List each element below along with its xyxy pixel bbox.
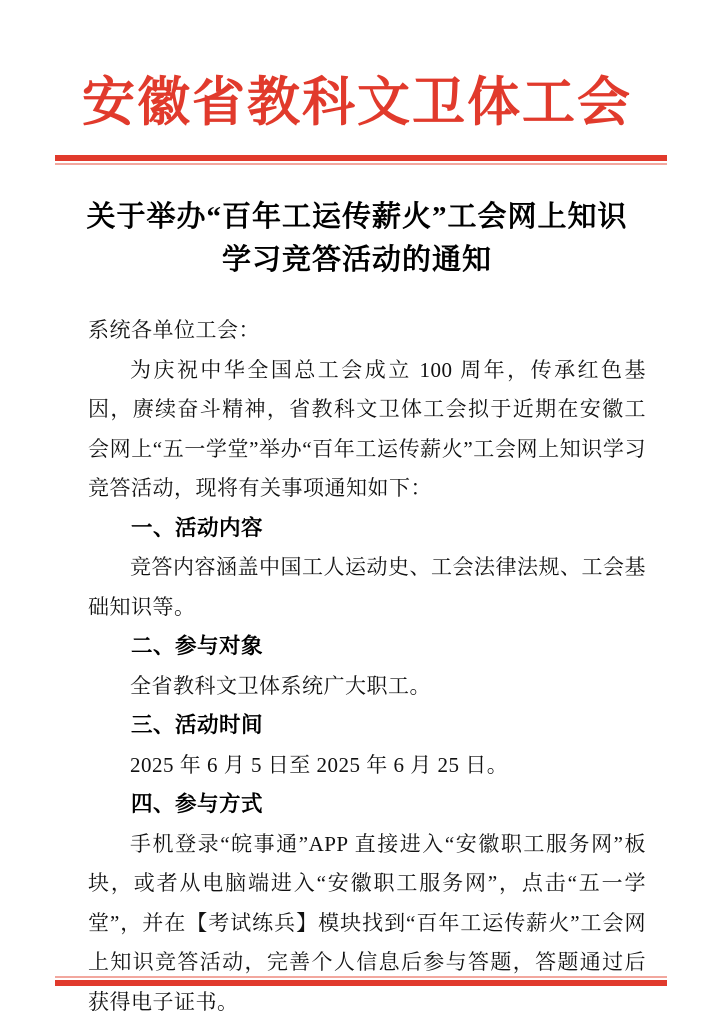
- document-title-line2: 学习竞答活动的通知: [221, 244, 492, 276]
- letterhead-divider: [55, 155, 667, 165]
- footer-divider-thick-line: [55, 980, 667, 986]
- letterhead-divider-thin-line: [55, 163, 667, 165]
- section-3-heading: 三、活动时间: [131, 713, 264, 737]
- intro-paragraph: 为庆祝中华全国总工会成立 100 周年，传承红色基因，赓续奋斗精神，省教科文卫体工会拟于近期在安徽工会网上“五一学堂”举办“百年工运传薪火”工会网上知识学习竞答活动，现将有关事项通知如下：: [88, 357, 646, 500]
- document-body: [88, 311, 646, 1022]
- section-1-heading: 一、活动内容: [131, 515, 264, 540]
- document-title: [0, 196, 714, 282]
- section-3-body: 2025 年 6 月 5 日至 2025 年 6 月 25 日。: [130, 752, 509, 777]
- letterhead-title: 安徽省教科文卫体工会: [82, 74, 632, 132]
- salutation: 系统各单位工会：: [88, 318, 260, 342]
- section-4-heading: 四、参与方式: [131, 792, 264, 816]
- footer-divider: [55, 976, 667, 986]
- section-2-heading: 二、参与对象: [131, 634, 264, 658]
- section-2-body: 全省教科文卫体系统广大职工。: [130, 673, 431, 698]
- section-1-body: 竞答内容涵盖中国工人运动史、工会法律法规、工会基础知识等。: [88, 555, 646, 619]
- section-4-body: 手机登录“皖事通”APP 直接进入“安徽职工服务网”板块，或者从电脑端进入“安徽职工服务网”，点击“五一学堂”，并在【考试练兵】模块找到“百年工运传薪火”工会网上知识竞答活动，完善个人信息后参与答题，答题通过后获得电子证书。: [88, 831, 646, 1014]
- document-title-line1: 关于举办“百年工运传薪火”工会网上知识: [86, 201, 628, 233]
